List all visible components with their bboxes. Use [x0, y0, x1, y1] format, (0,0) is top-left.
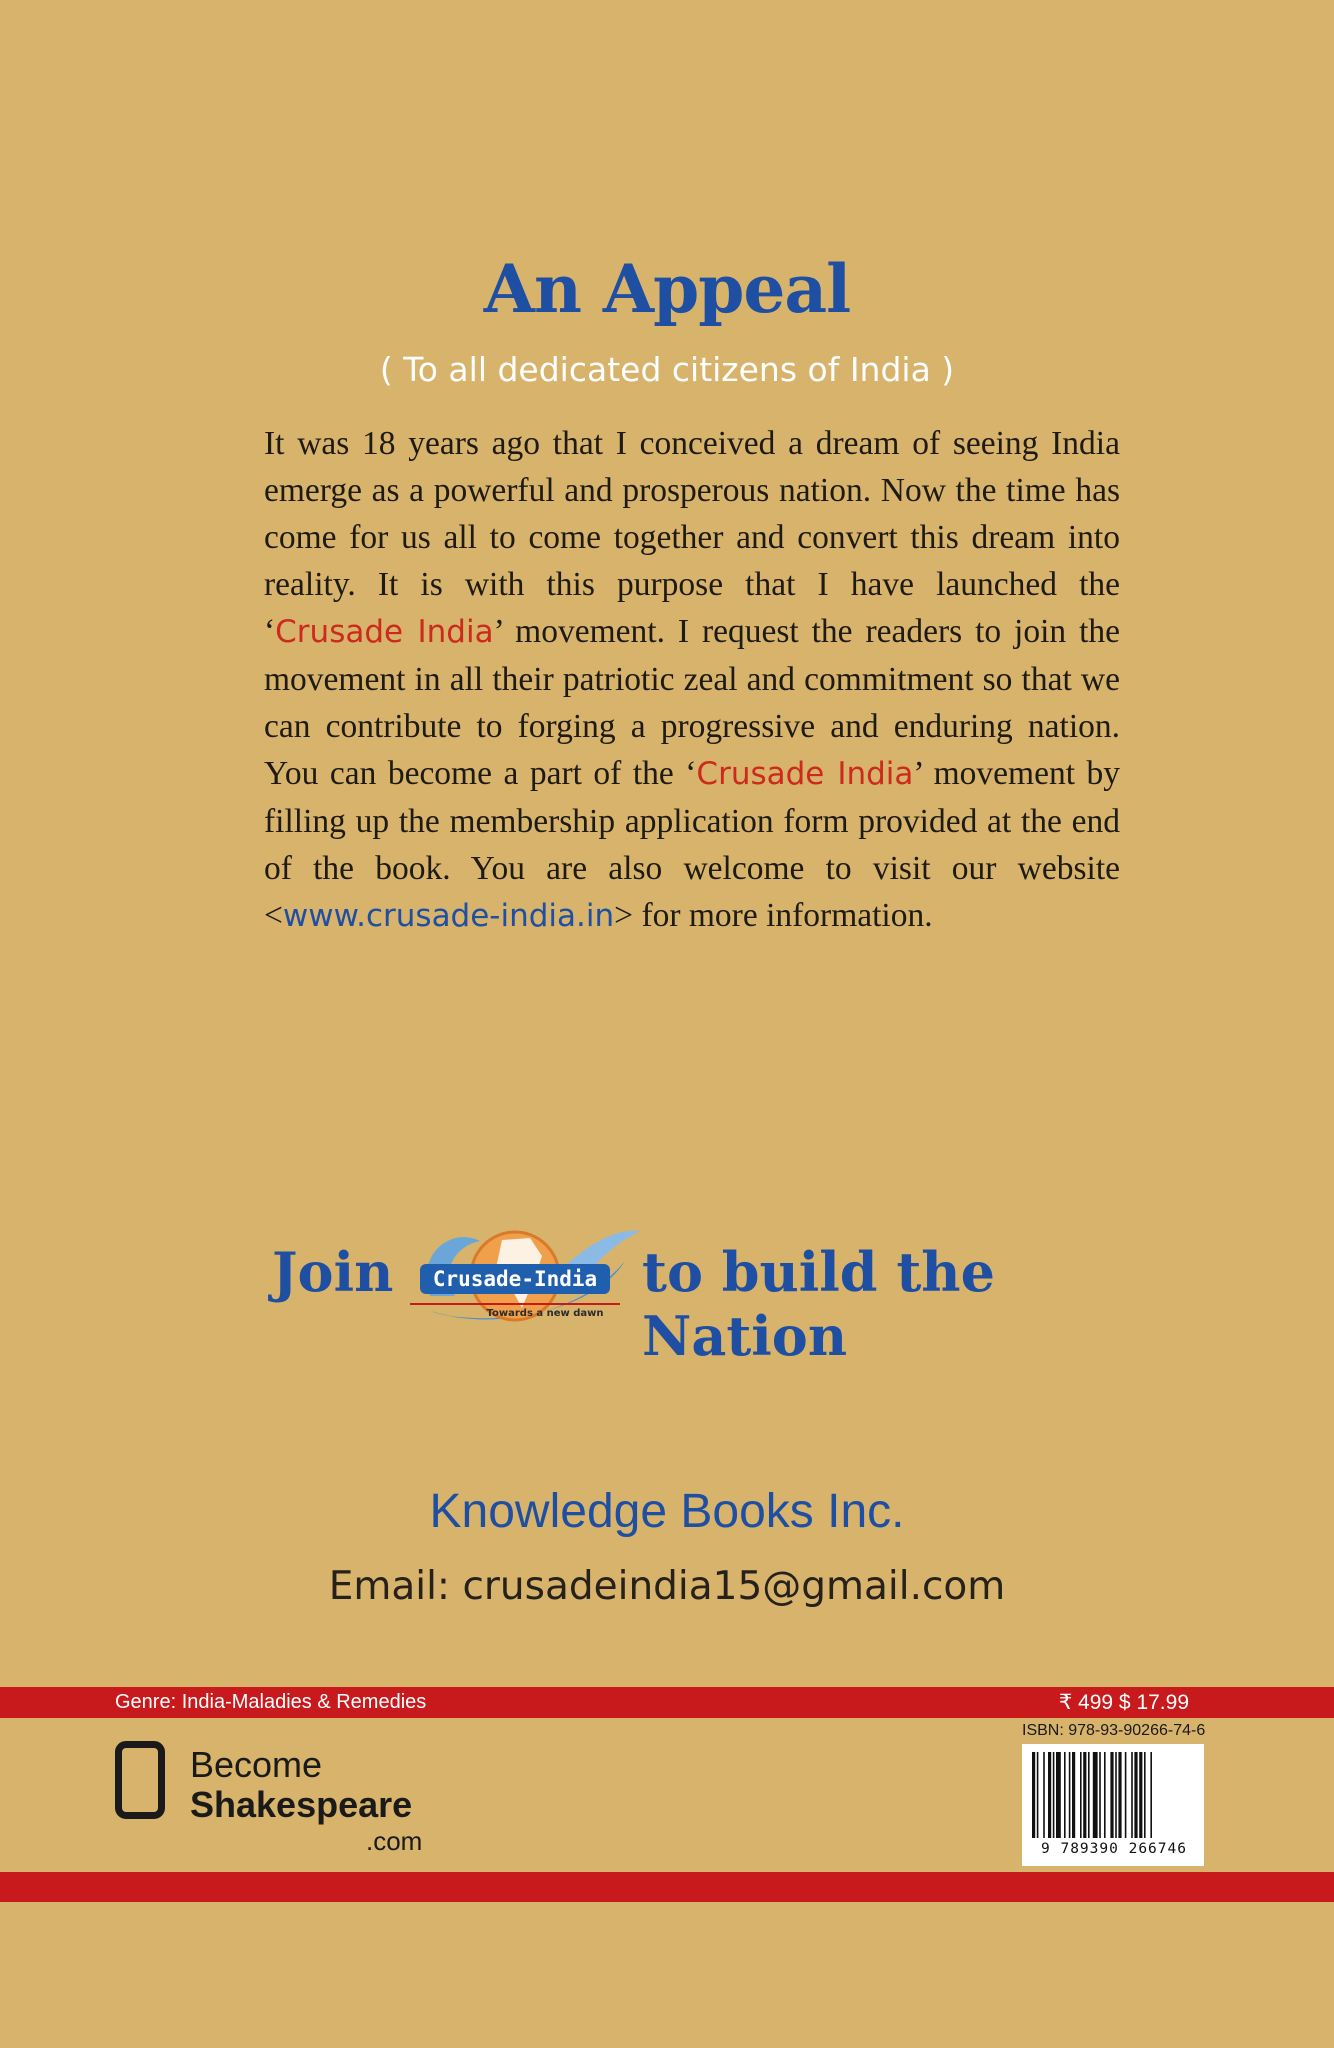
- genre-label: Genre: India-Maladies & Remedies: [115, 1691, 427, 1713]
- paragraph-text-3: ’ movement by filling up the membership application form provided at the end of the book. You are also welcome to visit our website <: [264, 755, 1120, 934]
- barcode-bar: [1064, 1752, 1066, 1838]
- isbn-label: ISBN: 978-93-90266-74-6: [1022, 1722, 1206, 1739]
- barcode-number: 9 789390 266746: [1041, 1841, 1187, 1857]
- publisher-email: Email: crusadeindia15@gmail.com: [328, 1564, 1006, 1609]
- barcode-bar: [1056, 1752, 1061, 1838]
- barcode-bar: [1093, 1752, 1098, 1838]
- paragraph-text-1: It was 18 years ago that I conceived a dream of seeing India emerge as a powerful and prosperous nation. Now the time has come for us all to come together and convert this dream into reality. It is with this purpose that I have launched the ‘: [264, 425, 1120, 650]
- build-nation-text: to build the Nation: [642, 1240, 995, 1368]
- barcode: [1022, 1744, 1204, 1866]
- barcode-bar: [1115, 1752, 1117, 1838]
- barcode-bar: [1048, 1752, 1051, 1838]
- barcode-bar: [1083, 1752, 1086, 1838]
- join-word: Join: [272, 1240, 394, 1304]
- barcode-bar: [1110, 1752, 1113, 1838]
- logo-name-text: Crusade-India: [432, 1267, 598, 1291]
- website-link[interactable]: www.crusade-india.in: [282, 898, 615, 934]
- barcode-bar: [1099, 1752, 1101, 1838]
- barcode-bar: [1069, 1752, 1071, 1838]
- publisher-logo-dotcom: .com: [366, 1826, 423, 1856]
- join-slogan: [270, 1216, 1140, 1368]
- barcode-bar: [1080, 1752, 1082, 1838]
- barcode-bar: [1134, 1752, 1137, 1838]
- barcode-bar: [1131, 1752, 1133, 1838]
- become-shakespeare-logo-icon: [115, 1741, 165, 1819]
- crusade-india-highlight: Crusade India: [696, 756, 914, 792]
- paragraph-text-4: > for more information.: [614, 897, 933, 934]
- footer-band-bottom: [0, 1872, 1334, 1902]
- barcode-bars: [1032, 1752, 1194, 1840]
- footer-band-top: [0, 1687, 1334, 1718]
- barcode-bar: [1088, 1752, 1090, 1838]
- appeal-paragraph: [264, 420, 1120, 940]
- barcode-bar: [1037, 1752, 1039, 1838]
- paragraph-text-2: ’ movement. I request the readers to join the movement in all their patriotic zeal and commitment so that we can contribute to forging a progressive and enduring nation. You can become a part of the ‘: [264, 613, 1121, 792]
- page-title: An Appeal: [483, 250, 851, 328]
- publisher-logo-shakespeare: Shakespeare: [190, 1784, 413, 1825]
- page-subtitle: ( To all dedicated citizens of India ): [379, 350, 955, 389]
- barcode-bar: [1139, 1752, 1142, 1838]
- barcode-bar: [1104, 1752, 1106, 1838]
- barcode-bar: [1118, 1752, 1121, 1838]
- price-label: ₹ 499 $ 17.99: [1058, 1691, 1189, 1714]
- publisher-name: Knowledge Books Inc.: [429, 1485, 905, 1538]
- barcode-bar: [1043, 1752, 1045, 1838]
- barcode-bar: [1032, 1752, 1035, 1838]
- barcode-bar: [1072, 1752, 1075, 1838]
- barcode-bar: [1053, 1752, 1055, 1838]
- crusade-india-highlight: Crusade India: [275, 614, 494, 650]
- barcode-bar: [1144, 1752, 1146, 1838]
- barcode-bar: [1125, 1752, 1127, 1838]
- publisher-logo-become: Become: [190, 1744, 323, 1785]
- barcode-bar: [1150, 1752, 1152, 1838]
- logo-tagline-text: Towards a new dawn: [486, 1308, 604, 1319]
- crusade-india-logo: [410, 1216, 650, 1336]
